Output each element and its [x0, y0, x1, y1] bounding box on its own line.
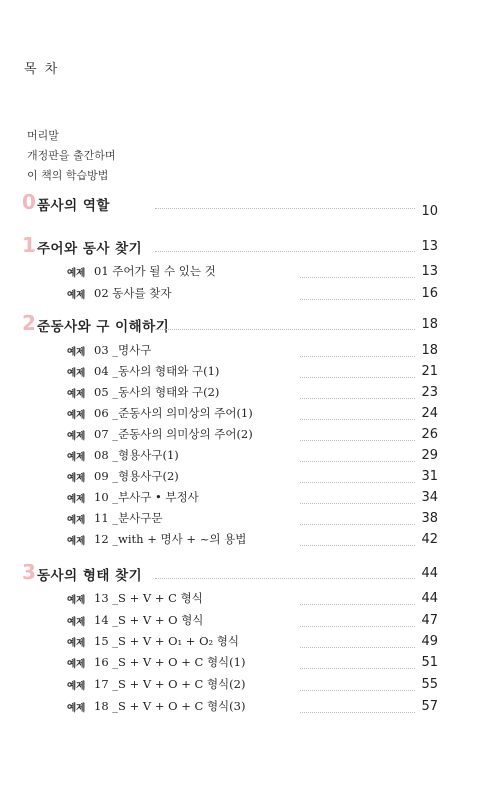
example-label: 예제 — [67, 703, 86, 714]
chapter-row[interactable] — [0, 562, 500, 584]
chapter-title: 품사의 역할 — [37, 198, 110, 214]
chapter-title: 주어와 동사 찾기 — [37, 241, 143, 257]
example-title: 09 _형용사구(2) — [94, 469, 179, 483]
example-row[interactable] — [0, 425, 500, 447]
chapter-row[interactable] — [0, 235, 500, 257]
example-label: 예제 — [67, 452, 86, 463]
chapter-number: 3 — [22, 560, 36, 584]
example-page-number: 26 — [421, 427, 438, 442]
example-page-number: 49 — [421, 634, 438, 649]
example-label: 예제 — [67, 595, 86, 606]
example-title: 06 _준동사의 의미상의 주어(1) — [94, 406, 253, 420]
example-row[interactable] — [0, 284, 500, 306]
example-row[interactable] — [0, 632, 500, 654]
example-page-number: 38 — [421, 511, 438, 526]
dot-leader — [300, 419, 415, 420]
dot-leader — [300, 647, 415, 648]
dot-leader — [300, 299, 415, 300]
chapter-title: 동사의 형태 찾기 — [37, 568, 143, 584]
example-row[interactable] — [0, 675, 500, 697]
example-title: 11 _분사구문 — [94, 511, 163, 525]
dot-leader — [155, 251, 415, 252]
dot-leader — [300, 440, 415, 441]
chapter-page-number: 10 — [421, 204, 438, 219]
dot-leader — [300, 545, 415, 546]
example-page-number: 55 — [421, 677, 438, 692]
example-page-number: 57 — [421, 699, 438, 714]
example-row[interactable] — [0, 446, 500, 468]
example-page-number: 51 — [421, 655, 438, 670]
example-label: 예제 — [67, 515, 86, 526]
example-title: 12 _with + 명사 + ~의 용법 — [94, 532, 247, 546]
dot-leader — [300, 712, 415, 713]
example-row[interactable] — [0, 611, 500, 633]
chapter-page-number: 13 — [421, 239, 438, 254]
example-label: 예제 — [67, 431, 86, 442]
example-page-number: 31 — [421, 469, 438, 484]
example-title: 04 _동사의 형태와 구(1) — [94, 364, 220, 378]
example-title: 13 _S + V + C 형식 — [94, 591, 203, 605]
example-title: 01 주어가 될 수 있는 것 — [94, 264, 216, 278]
example-title: 07 _준동사의 의미상의 주어(2) — [94, 427, 253, 441]
example-row[interactable] — [0, 404, 500, 426]
intro-item-preface: 머리말 — [27, 129, 59, 142]
example-row[interactable] — [0, 341, 500, 363]
example-page-number: 18 — [421, 343, 438, 358]
example-title: 18 _S + V + O + C 형식(3) — [94, 699, 246, 713]
chapter-number: 0 — [22, 190, 36, 214]
example-page-number: 47 — [421, 613, 438, 628]
example-row[interactable] — [0, 530, 500, 552]
example-row[interactable] — [0, 467, 500, 489]
example-title: 05 _동사의 형태와 구(2) — [94, 385, 220, 399]
example-row[interactable] — [0, 509, 500, 531]
chapter-page-number: 18 — [421, 317, 438, 332]
example-row[interactable] — [0, 262, 500, 284]
example-row[interactable] — [0, 697, 500, 719]
example-label: 예제 — [67, 290, 86, 301]
dot-leader — [300, 604, 415, 605]
example-title: 03 _명사구 — [94, 343, 152, 357]
example-page-number: 21 — [421, 364, 438, 379]
chapter-title: 준동사와 구 이해하기 — [37, 319, 170, 335]
example-row[interactable] — [0, 488, 500, 510]
dot-leader — [300, 377, 415, 378]
example-row[interactable] — [0, 653, 500, 675]
example-page-number: 44 — [421, 591, 438, 606]
example-page-number: 13 — [421, 264, 438, 279]
dot-leader — [155, 578, 415, 579]
example-label: 예제 — [67, 473, 86, 484]
example-title: 10 _부사구 • 부정사 — [94, 490, 199, 504]
dot-leader — [300, 524, 415, 525]
example-row[interactable] — [0, 589, 500, 611]
example-title: 14 _S + V + O 형식 — [94, 613, 204, 627]
example-title: 15 _S + V + O₁ + O₂ 형식 — [94, 634, 240, 648]
example-page-number: 42 — [421, 532, 438, 547]
example-title: 02 동사를 찾자 — [94, 286, 172, 300]
chapter-row[interactable] — [0, 313, 500, 335]
dot-leader — [300, 356, 415, 357]
example-label: 예제 — [67, 410, 86, 421]
chapter-number: 1 — [22, 233, 36, 257]
dot-leader — [300, 626, 415, 627]
intro-item-study-method: 이 책의 학습방법 — [27, 169, 109, 182]
example-title: 08 _형용사구(1) — [94, 448, 179, 462]
dot-leader — [300, 482, 415, 483]
example-row[interactable] — [0, 383, 500, 405]
dot-leader — [300, 461, 415, 462]
dot-leader — [300, 668, 415, 669]
example-label: 예제 — [67, 536, 86, 547]
dot-leader — [300, 277, 415, 278]
example-label: 예제 — [67, 494, 86, 505]
example-label: 예제 — [67, 347, 86, 358]
example-label: 예제 — [67, 368, 86, 379]
chapter-row[interactable] — [0, 190, 500, 219]
example-row[interactable] — [0, 362, 500, 384]
example-page-number: 34 — [421, 490, 438, 505]
example-label: 예제 — [67, 681, 86, 692]
example-page-number: 29 — [421, 448, 438, 463]
example-label: 예제 — [67, 389, 86, 400]
example-page-number: 23 — [421, 385, 438, 400]
example-label: 예제 — [67, 659, 86, 670]
example-label: 예제 — [67, 638, 86, 649]
dot-leader — [300, 503, 415, 504]
example-label: 예제 — [67, 268, 86, 279]
dot-leader — [155, 329, 415, 330]
toc-title: 목 차 — [24, 62, 60, 77]
intro-item-revised-edition: 개정판을 출간하며 — [27, 149, 116, 162]
dot-leader — [300, 690, 415, 691]
chapter-page-number: 44 — [421, 566, 438, 581]
example-title: 17 _S + V + O + C 형식(2) — [94, 677, 246, 691]
example-page-number: 24 — [421, 406, 438, 421]
dot-leader — [300, 398, 415, 399]
dot-leader — [155, 208, 415, 209]
example-title: 16 _S + V + O + C 형식(1) — [94, 655, 246, 669]
example-page-number: 16 — [421, 286, 438, 301]
example-label: 예제 — [67, 617, 86, 628]
chapter-number: 2 — [22, 311, 36, 335]
